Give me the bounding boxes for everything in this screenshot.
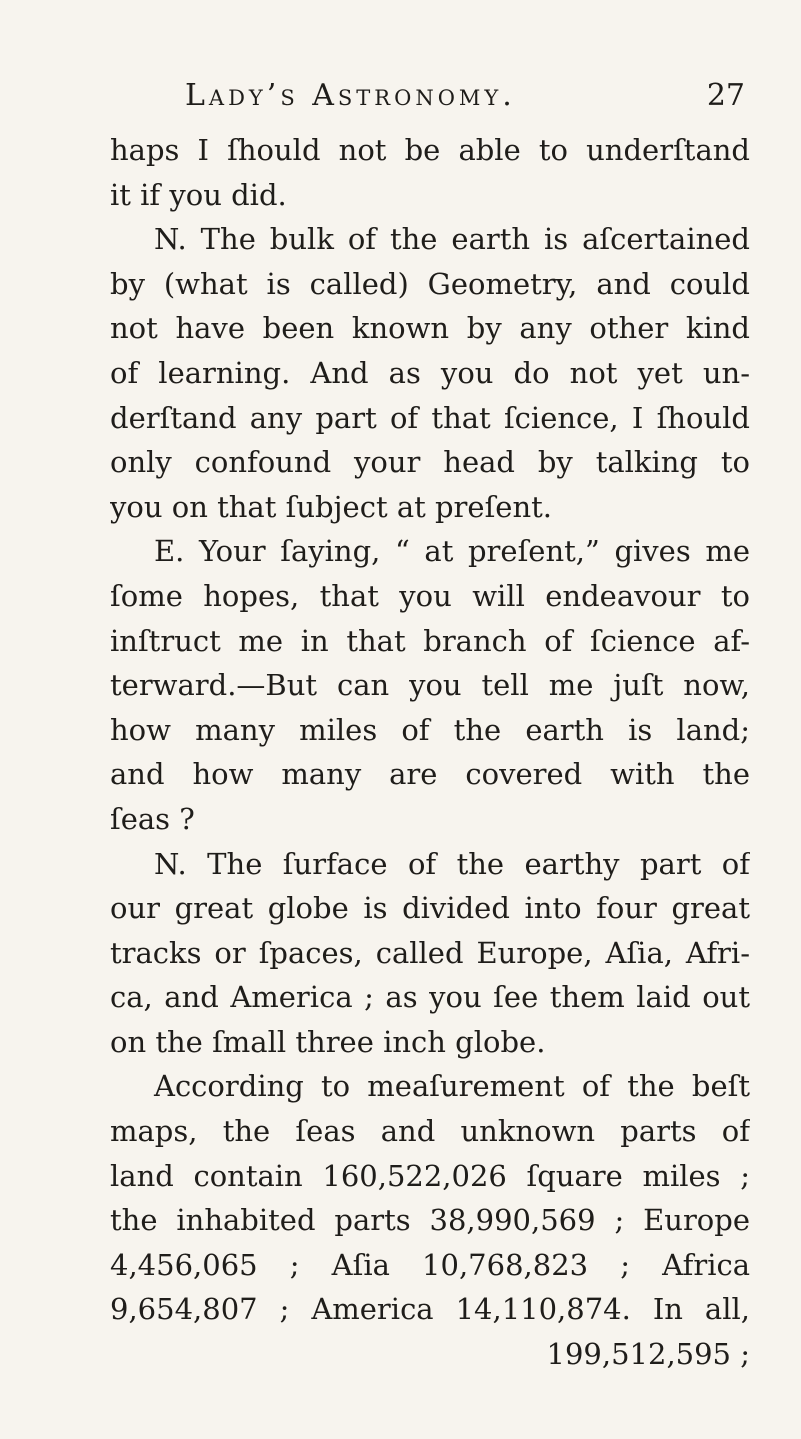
- text-line: According to meaſurement of the beſt: [154, 1069, 750, 1104]
- text-line: 199,512,595 ;: [546, 1337, 750, 1372]
- text-line: only confound your head by talking to: [110, 445, 750, 480]
- text-line: E. Your ſaying, “ at preſent,” gives me: [154, 534, 750, 569]
- text-line: N. The bulk of the earth is aſcertained: [154, 222, 750, 257]
- text-line: inſtruct me in that branch of ſcience af-: [110, 623, 750, 658]
- text-line: ca, and America ; as you ſee them laid out: [110, 980, 750, 1015]
- text-line: maps, the ſeas and unknown parts of: [110, 1114, 750, 1149]
- body-text: [110, 128, 750, 1377]
- text-line: terward.—But can you tell me juſt now,: [110, 668, 750, 703]
- running-head-title: Lady’s Astronomy.: [185, 78, 516, 113]
- text-line: on the ſmall three inch globe.: [110, 1024, 546, 1059]
- text-line: and how many are covered with the: [110, 757, 750, 792]
- text-line: the inhabited parts 38,990,569 ; Europe: [110, 1203, 750, 1238]
- text-line: our great globe is divided into four great: [110, 891, 750, 926]
- text-line: of learning. And as you do not yet un-: [110, 355, 750, 390]
- text-line: 4,456,065 ; Aſia 10,768,823 ; Africa: [110, 1247, 750, 1282]
- page-number: 27: [706, 78, 745, 113]
- running-head: [185, 78, 745, 118]
- text-line: ſeas ?: [110, 801, 195, 836]
- text-line: not have been known by any other kind: [110, 311, 750, 346]
- text-line: you on that ſubject at preſent.: [110, 489, 553, 524]
- text-line: how many miles of the earth is land;: [110, 712, 750, 747]
- text-line: land contain 160,522,026 ſquare miles ;: [110, 1158, 750, 1193]
- text-line: 9,654,807 ; America 14,110,874. In all,: [110, 1292, 750, 1327]
- text-line: derſtand any part of that ſcience, I ſhould: [110, 400, 750, 435]
- text-line: ſome hopes, that you will endeavour to: [110, 578, 750, 613]
- text-line: by (what is called) Geometry, and could: [110, 266, 750, 301]
- text-line: tracks or ſpaces, called Europe, Aſia, Afri-: [110, 935, 750, 970]
- text-line: haps I ſhould not be able to underſtand: [110, 133, 750, 167]
- text-line: it if you did.: [110, 177, 287, 212]
- text-line: N. The ſurface of the earthy part of: [154, 846, 750, 881]
